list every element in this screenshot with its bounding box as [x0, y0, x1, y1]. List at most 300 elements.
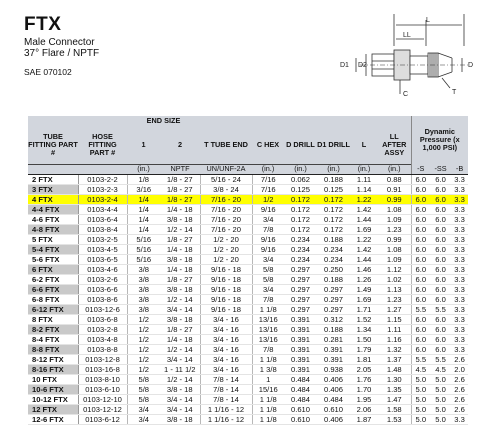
cell-t: 9/16 - 18 — [200, 294, 252, 304]
unit-b: -B — [451, 165, 468, 175]
cell-d1: 0.188 — [317, 175, 350, 185]
cell-d: 0.484 — [284, 394, 317, 404]
cell-hose-fitting: 0103-12-6 — [78, 304, 127, 314]
cell-d1: 0.312 — [317, 314, 350, 324]
unit-c: (in.) — [252, 165, 284, 175]
cell-t: 7/8 - 14 — [200, 394, 252, 404]
cell-ll: 1.27 — [378, 304, 411, 314]
cell-d: 0.484 — [284, 374, 317, 384]
table-row — [28, 214, 468, 224]
table-row — [28, 204, 468, 214]
cell-hose-fitting: 0103-2-6 — [78, 274, 127, 284]
cell-tube-fitting: 6-8 FTX — [28, 294, 78, 304]
cell-d: 0.484 — [284, 384, 317, 394]
cell-t: 7/16 - 20 — [200, 194, 252, 204]
cell-t: 3/4 - 16 — [200, 314, 252, 324]
cell-c: 1 3/8 — [252, 364, 284, 374]
cell-ss: 6.0 — [430, 234, 451, 244]
cell-end-2: 1/4 - 18 — [160, 204, 200, 214]
cell-end-2: 3/4 - 14 — [160, 304, 200, 314]
cell-end-2: 3/8 - 18 — [160, 284, 200, 294]
col-l: L — [350, 126, 378, 165]
cell-t: 9/16 - 18 — [200, 264, 252, 274]
cell-s: 5.0 — [411, 374, 430, 384]
cell-s: 6.0 — [411, 244, 430, 254]
cell-l: 1.14 — [350, 184, 378, 194]
cell-t: 5/16 - 24 — [200, 175, 252, 185]
unit-end-1: (in.) — [127, 165, 160, 175]
col-ll: LL AFTER ASSY — [378, 126, 411, 165]
group-header-dynamic-pressure: Dynamic Pressure (x 1,000 PSI) — [411, 116, 468, 165]
col-end-1: 1 — [127, 126, 160, 165]
cell-end-1: 1/2 — [127, 344, 160, 354]
cell-hose-fitting: 0103-16-8 — [78, 364, 127, 374]
cell-end-2: 1/2 - 14 — [160, 344, 200, 354]
cell-b: 3.3 — [451, 274, 468, 284]
cell-c: 5/8 — [252, 274, 284, 284]
cell-end-1: 3/4 — [127, 404, 160, 414]
cell-b: 3.3 — [451, 224, 468, 234]
cell-b: 3.3 — [451, 284, 468, 294]
cell-end-1: 1/2 — [127, 364, 160, 374]
cell-b: 3.3 — [451, 254, 468, 264]
cell-d1: 0.281 — [317, 334, 350, 344]
cell-c: 1/2 — [252, 194, 284, 204]
cell-hose-fitting: 0103-4-4 — [78, 204, 127, 214]
cell-s: 6.0 — [411, 184, 430, 194]
cell-d1: 0.188 — [317, 234, 350, 244]
table-row — [28, 184, 468, 194]
product-name: Male Connector — [24, 37, 95, 48]
cell-end-1: 5/8 — [127, 374, 160, 384]
cell-hose-fitting: 0103-8-8 — [78, 344, 127, 354]
spec-table — [28, 116, 468, 425]
cell-tube-fitting: 4 FTX — [28, 194, 78, 204]
dim-label-l: L — [426, 17, 430, 24]
cell-hose-fitting: 0103-4-5 — [78, 244, 127, 254]
col-tube-fitting: TUBE FITTING PART # — [28, 126, 78, 165]
cell-end-1: 3/16 — [127, 184, 160, 194]
cell-end-1: 1/4 — [127, 214, 160, 224]
cell-l: 1.34 — [350, 324, 378, 334]
cell-d1: 0.391 — [317, 344, 350, 354]
cell-end-1: 3/8 — [127, 284, 160, 294]
cell-s: 6.0 — [411, 264, 430, 274]
cell-d: 0.297 — [284, 264, 317, 274]
cell-ss: 5.0 — [430, 384, 451, 394]
cell-end-1: 5/16 — [127, 234, 160, 244]
cell-t: 9/16 - 18 — [200, 284, 252, 294]
cell-ll: 1.08 — [378, 204, 411, 214]
cell-end-2: 1/8 - 27 — [160, 175, 200, 185]
cell-end-1: 3/8 — [127, 304, 160, 314]
cell-c: 5/8 — [252, 264, 284, 274]
cell-ss: 6.0 — [430, 324, 451, 334]
cell-c: 9/16 — [252, 244, 284, 254]
cell-c: 13/16 — [252, 314, 284, 324]
cell-s: 5.0 — [411, 404, 430, 414]
table-row — [28, 414, 468, 424]
cell-ss: 5.5 — [430, 304, 451, 314]
cell-l: 1.69 — [350, 224, 378, 234]
cell-c: 13/16 — [252, 324, 284, 334]
cell-end-1: 3/8 — [127, 274, 160, 284]
cell-d: 0.172 — [284, 224, 317, 234]
cell-tube-fitting: 8-12 FTX — [28, 354, 78, 364]
cell-c: 1 1/8 — [252, 354, 284, 364]
cell-c: 1 1/8 — [252, 414, 284, 424]
cell-d: 0.610 — [284, 404, 317, 414]
cell-ss: 6.0 — [430, 224, 451, 234]
cell-t: 7/16 - 20 — [200, 224, 252, 234]
cell-b: 2.6 — [451, 374, 468, 384]
cell-s: 6.0 — [411, 204, 430, 214]
cell-hose-fitting: 0103-8-4 — [78, 224, 127, 234]
cell-b: 3.3 — [451, 294, 468, 304]
cell-ll: 1.58 — [378, 404, 411, 414]
cell-end-1: 5/16 — [127, 244, 160, 254]
cell-d1: 0.172 — [317, 224, 350, 234]
cell-c: 13/16 — [252, 334, 284, 344]
dim-label-d1: D1 — [340, 62, 349, 69]
cell-end-1: 3/8 — [127, 264, 160, 274]
cell-l: 1.50 — [350, 334, 378, 344]
table-row — [28, 264, 468, 274]
cell-d1: 0.610 — [317, 404, 350, 414]
cell-d1: 0.172 — [317, 214, 350, 224]
cell-l: 1.76 — [350, 374, 378, 384]
cell-c: 3/4 — [252, 284, 284, 294]
cell-end-1: 1/4 — [127, 224, 160, 234]
cell-hose-fitting: 0103-6-5 — [78, 254, 127, 264]
cell-c: 3/4 — [252, 214, 284, 224]
cell-end-2: 3/4 - 14 — [160, 354, 200, 364]
table-row — [28, 294, 468, 304]
cell-tube-fitting: 6-12 FTX — [28, 304, 78, 314]
cell-s: 6.0 — [411, 284, 430, 294]
dim-label-t: T — [452, 89, 457, 96]
cell-d: 0.391 — [284, 364, 317, 374]
unit-ll: (in.) — [378, 165, 411, 175]
cell-c: 9/16 — [252, 204, 284, 214]
cell-c: 1 1/8 — [252, 394, 284, 404]
cell-l: 1.49 — [350, 284, 378, 294]
cell-end-2: 3/4 - 14 — [160, 404, 200, 414]
unit-end-2: NPTF — [160, 165, 200, 175]
cell-end-2: 3/4 - 14 — [160, 394, 200, 404]
cell-t: 9/16 - 18 — [200, 274, 252, 284]
cell-t: 7/16 - 20 — [200, 214, 252, 224]
cell-d1: 0.406 — [317, 374, 350, 384]
cell-b: 3.3 — [451, 324, 468, 334]
cell-d: 0.172 — [284, 214, 317, 224]
cell-hose-fitting: 0103-6-10 — [78, 384, 127, 394]
cell-ll: 1.30 — [378, 374, 411, 384]
cell-t: 7/8 - 14 — [200, 384, 252, 394]
cell-ss: 5.0 — [430, 414, 451, 424]
cell-s: 6.0 — [411, 175, 430, 185]
cell-hose-fitting: 0103-2-5 — [78, 234, 127, 244]
unit-l: (in.) — [350, 165, 378, 175]
table-row — [28, 364, 468, 374]
cell-t: 7/8 - 14 — [200, 374, 252, 384]
table-row — [28, 394, 468, 404]
cell-t: 3/4 - 16 — [200, 364, 252, 374]
cell-ss: 6.0 — [430, 254, 451, 264]
cell-l: 1.52 — [350, 314, 378, 324]
cell-l: 1.69 — [350, 294, 378, 304]
dim-label-d: D — [468, 62, 474, 69]
cell-l: 1.71 — [350, 304, 378, 314]
cell-end-2: 3/8 - 18 — [160, 314, 200, 324]
cell-tube-fitting: 4-8 FTX — [28, 224, 78, 234]
cell-s: 6.0 — [411, 214, 430, 224]
cell-end-1: 3/8 — [127, 294, 160, 304]
cell-l: 1.11 — [350, 175, 378, 185]
cell-d: 0.297 — [284, 274, 317, 284]
cell-b: 3.3 — [451, 304, 468, 314]
cell-t: 9/16 - 18 — [200, 304, 252, 314]
cell-ll: 1.09 — [378, 214, 411, 224]
cell-d: 0.610 — [284, 414, 317, 424]
cell-s: 5.5 — [411, 354, 430, 364]
cell-ss: 5.0 — [430, 394, 451, 404]
col-end-2: 2 — [160, 126, 200, 165]
cell-ss: 5.0 — [430, 404, 451, 414]
cell-ll: 0.91 — [378, 184, 411, 194]
cell-b: 2.6 — [451, 404, 468, 414]
cell-end-2: 3/8 - 18 — [160, 214, 200, 224]
cell-s: 6.0 — [411, 274, 430, 284]
cell-ll: 0.88 — [378, 175, 411, 185]
dim-label-c: C — [403, 91, 409, 98]
cell-ll: 1.48 — [378, 364, 411, 374]
cell-tube-fitting: 12-6 FTX — [28, 414, 78, 424]
product-spec: 37° Flare / NPTF — [24, 48, 100, 59]
cell-l: 1.42 — [350, 244, 378, 254]
cell-d: 0.391 — [284, 314, 317, 324]
cell-b: 2.6 — [451, 384, 468, 394]
cell-ss: 6.0 — [430, 204, 451, 214]
cell-c: 7/8 — [252, 344, 284, 354]
cell-end-1: 1/2 — [127, 314, 160, 324]
cell-c: 1 1/8 — [252, 404, 284, 414]
cell-ll: 1.15 — [378, 314, 411, 324]
table-row — [28, 304, 468, 314]
cell-ss: 5.5 — [430, 354, 451, 364]
cell-s: 6.0 — [411, 344, 430, 354]
cell-ss: 6.0 — [430, 214, 451, 224]
cell-tube-fitting: 12 FTX — [28, 404, 78, 414]
cell-s: 6.0 — [411, 314, 430, 324]
cell-tube-fitting: 8-16 FTX — [28, 364, 78, 374]
cell-d1: 0.391 — [317, 354, 350, 364]
cell-b: 2.6 — [451, 354, 468, 364]
cell-b: 3.3 — [451, 414, 468, 424]
cell-l: 1.79 — [350, 344, 378, 354]
col-c: C HEX — [252, 126, 284, 165]
page-title: FTX — [24, 14, 62, 35]
cell-hose-fitting: 0103-2-8 — [78, 324, 127, 334]
cell-ll: 1.11 — [378, 324, 411, 334]
cell-hose-fitting: 0103-8-10 — [78, 374, 127, 384]
table-row — [28, 324, 468, 334]
table-row — [28, 244, 468, 254]
unit-t: UN/UNF-2A — [200, 165, 252, 175]
cell-end-1: 1/2 — [127, 354, 160, 364]
cell-l: 1.42 — [350, 204, 378, 214]
cell-ll: 1.23 — [378, 294, 411, 304]
cell-d: 0.297 — [284, 304, 317, 314]
col-d1: D1 DRILL — [317, 126, 350, 165]
cell-c: 1 1/8 — [252, 304, 284, 314]
cell-end-2: 1/2 - 14 — [160, 374, 200, 384]
cell-l: 1.81 — [350, 354, 378, 364]
cell-d: 0.391 — [284, 344, 317, 354]
cell-ss: 6.0 — [430, 294, 451, 304]
cell-l: 2.05 — [350, 364, 378, 374]
cell-b: 3.3 — [451, 234, 468, 244]
cell-s: 6.0 — [411, 324, 430, 334]
cell-b: 3.3 — [451, 175, 468, 185]
cell-d1: 0.297 — [317, 304, 350, 314]
cell-s: 5.0 — [411, 394, 430, 404]
cell-ss: 6.0 — [430, 284, 451, 294]
cell-end-1: 1/2 — [127, 334, 160, 344]
group-header-end-size: END SIZE — [127, 116, 200, 126]
cell-tube-fitting: 4-6 FTX — [28, 214, 78, 224]
table-body — [28, 175, 468, 425]
cell-b: 2.0 — [451, 364, 468, 374]
unit-ss: -SS — [430, 165, 451, 175]
cell-end-1: 1/8 — [127, 175, 160, 185]
cell-d: 0.391 — [284, 324, 317, 334]
table-row — [28, 224, 468, 234]
cell-end-2: 1/4 - 18 — [160, 264, 200, 274]
cell-tube-fitting: 2 FTX — [28, 175, 78, 185]
cell-hose-fitting: 0103-8-6 — [78, 294, 127, 304]
cell-tube-fitting: 10 FTX — [28, 374, 78, 384]
table-row — [28, 254, 468, 264]
cell-s: 5.0 — [411, 414, 430, 424]
cell-t: 7/16 - 20 — [200, 204, 252, 214]
cell-l: 1.46 — [350, 264, 378, 274]
cell-d: 0.062 — [284, 175, 317, 185]
cell-d: 0.172 — [284, 194, 317, 204]
cell-end-2: 1/8 - 27 — [160, 324, 200, 334]
cell-d: 0.234 — [284, 234, 317, 244]
cell-d: 0.172 — [284, 204, 317, 214]
cell-hose-fitting: 0103-2-2 — [78, 175, 127, 185]
cell-d1: 0.234 — [317, 254, 350, 264]
cell-d1: 0.188 — [317, 324, 350, 334]
cell-t: 1/2 - 20 — [200, 234, 252, 244]
cell-l: 1.87 — [350, 414, 378, 424]
cell-l: 1.70 — [350, 384, 378, 394]
cell-tube-fitting: 6-6 FTX — [28, 284, 78, 294]
cell-hose-fitting: 0103-6-6 — [78, 284, 127, 294]
cell-t: 1/2 - 20 — [200, 244, 252, 254]
cell-s: 5.5 — [411, 304, 430, 314]
cell-c: 7/16 — [252, 175, 284, 185]
cell-t: 3/4 - 16 — [200, 334, 252, 344]
cell-end-2: 1/8 - 27 — [160, 184, 200, 194]
cell-d1: 0.406 — [317, 414, 350, 424]
cell-d1: 0.250 — [317, 264, 350, 274]
cell-hose-fitting: 0103-2-3 — [78, 184, 127, 194]
unit-s: -S — [411, 165, 430, 175]
cell-s: 6.0 — [411, 334, 430, 344]
cell-d: 0.125 — [284, 184, 317, 194]
cell-d1: 0.406 — [317, 384, 350, 394]
cell-c: 7/16 — [252, 184, 284, 194]
cell-l: 1.22 — [350, 234, 378, 244]
cell-hose-fitting: 0103-4-6 — [78, 264, 127, 274]
cell-d1: 0.938 — [317, 364, 350, 374]
cell-b: 2.6 — [451, 394, 468, 404]
cell-end-2: 1/2 - 14 — [160, 224, 200, 234]
cell-b: 3.3 — [451, 194, 468, 204]
cell-d1: 0.484 — [317, 394, 350, 404]
col-d: D DRILL — [284, 126, 317, 165]
cell-t: 3/4 - 16 — [200, 324, 252, 334]
cell-ll: 1.13 — [378, 284, 411, 294]
cell-tube-fitting: 6-2 FTX — [28, 274, 78, 284]
cell-end-2: 1/8 - 27 — [160, 234, 200, 244]
cell-d1: 0.297 — [317, 284, 350, 294]
cell-ll: 1.12 — [378, 264, 411, 274]
cell-d1: 0.125 — [317, 184, 350, 194]
col-hose-fitting: HOSE FITTING PART # — [78, 126, 127, 165]
cell-b: 3.3 — [451, 344, 468, 354]
cell-end-2: 1/8 - 27 — [160, 194, 200, 204]
cell-ll: 1.32 — [378, 344, 411, 354]
cell-d1: 0.172 — [317, 204, 350, 214]
cell-c: 9/16 — [252, 234, 284, 244]
cell-hose-fitting: 0103-12-12 — [78, 404, 127, 414]
table-row — [28, 175, 468, 185]
cell-tube-fitting: 10-6 FTX — [28, 384, 78, 394]
cell-d: 0.234 — [284, 244, 317, 254]
cell-b: 3.3 — [451, 314, 468, 324]
cell-tube-fitting: 8-2 FTX — [28, 324, 78, 334]
cell-d1: 0.172 — [317, 194, 350, 204]
cell-b: 3.3 — [451, 334, 468, 344]
cell-tube-fitting: 5 FTX — [28, 234, 78, 244]
cell-hose-fitting: 0103-6-4 — [78, 214, 127, 224]
cell-l: 1.44 — [350, 254, 378, 264]
cell-t: 1 1/16 - 12 — [200, 414, 252, 424]
cell-s: 6.0 — [411, 254, 430, 264]
cell-hose-fitting: 0103-6-8 — [78, 314, 127, 324]
cell-t: 1 1/16 - 12 — [200, 404, 252, 414]
cell-hose-fitting: 0103-2-4 — [78, 194, 127, 204]
cell-ss: 6.0 — [430, 344, 451, 354]
cell-ll: 1.09 — [378, 254, 411, 264]
cell-end-2: 1/2 - 14 — [160, 294, 200, 304]
cell-d1: 0.234 — [317, 244, 350, 254]
cell-ll: 1.47 — [378, 394, 411, 404]
cell-hose-fitting: 0103-4-8 — [78, 334, 127, 344]
table-row — [28, 274, 468, 284]
cell-ss: 6.0 — [430, 184, 451, 194]
cell-c: 7/8 — [252, 294, 284, 304]
cell-b: 3.3 — [451, 184, 468, 194]
cell-t: 3/4 - 16 — [200, 344, 252, 354]
cell-l: 1.95 — [350, 394, 378, 404]
cell-ss: 6.0 — [430, 194, 451, 204]
cell-ss: 6.0 — [430, 244, 451, 254]
